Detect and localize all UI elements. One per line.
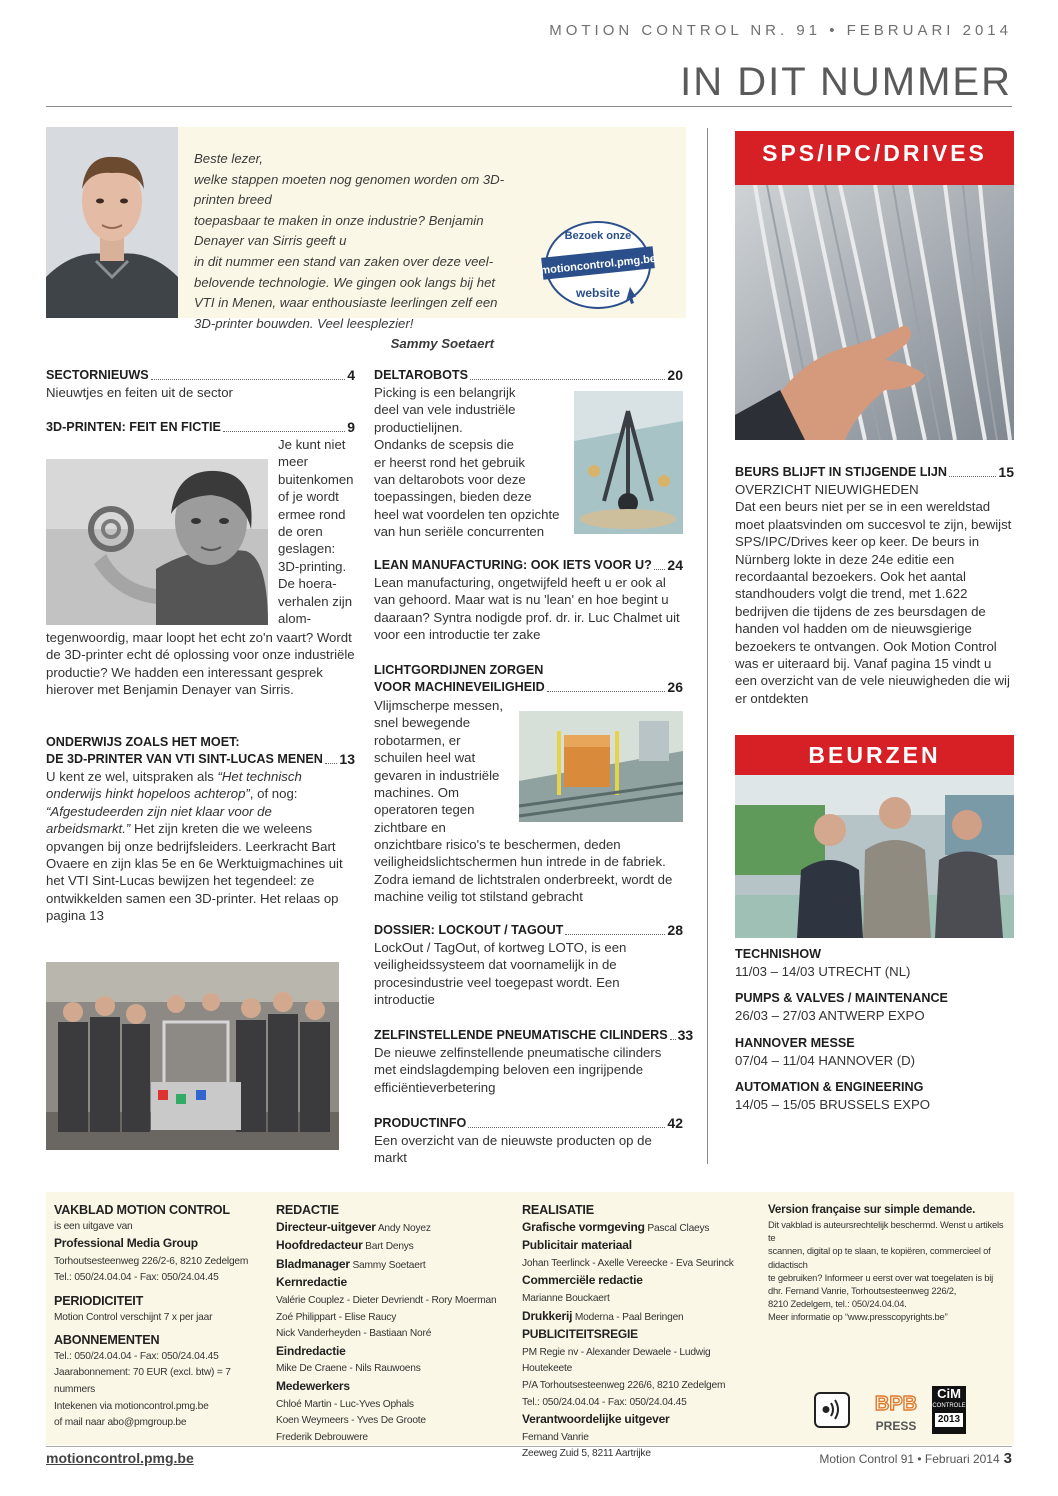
3d-printen-text: tegenwoordig, maar loopt het echt zo'n vaart? Wordt de 3D-printer echt dé oplossing voor onze industriële productie? We hadden een interessant gesprek hierover met Benjamin Denayer van Sirris. (46, 630, 355, 698)
fair-item[interactable]: PUMPS & VALVES / MAINTENANCE 26/03 – 27/03 ANTWERP EXPO (735, 991, 948, 1024)
svg-text:Bezoek onze: Bezoek onze (564, 230, 632, 242)
bpb-press-logo: BPB PRESS (874, 1393, 918, 1433)
article-3d-printen[interactable]: 3D-PRINTEN: FEIT EN FICTIE 9 (46, 419, 355, 435)
colophon-copyright: Version française sur simple demande. Dit vakblad is auteursrechtelijk beschermd. Wenst u artikels te scannen, digital op te slaan, te kopiëren, commercieel of didactisch te gebruiken? Informeer u eerst over wat toegelaten is bij dhr. Fernand Vanrie, Torhoutsesteenweg 226/2, 8210 Zedelgem, tel.: 050/24.04.04. Meer informatie op “www.presscopyrights.be” (768, 1203, 1004, 1323)
fair-item[interactable]: TECHNISHOW 11/03 – 14/03 UTRECHT (NL) (735, 947, 911, 979)
section-band-beurzen: BEURZEN (735, 735, 1014, 775)
deltarobot-photo (574, 391, 683, 534)
article-pneumatische-cilinders[interactable]: ZELFINSTELLENDE PNEUMATISCHE CILINDERS 33 De nieuwe zelfinstellende pneumatische cilinders met eindslagdemping beloven een ingrijpende efficiëntieverbetering (374, 1027, 694, 1095)
editorial-box (46, 127, 686, 352)
cim-logo: CiM CONTROLE 2013 (932, 1386, 966, 1434)
lightcurtain-render (519, 711, 683, 822)
fair-item[interactable]: AUTOMATION & ENGINEERING 14/05 – 15/05 BRUSSELS EXPO (735, 1080, 930, 1113)
colophon-redactie: REDACTIE Directeur-uitgever Andy Noyez Hoofdredacteur Bart Denys Bladmanager Sammy Soetaert Kernredactie Valérie Couplez - Dieter Devriendt - Rory Moerman Zoé Philippart - Elise Raucy Nick Vanderheyden - Bastiaan Noré Eindredactie Mike De Craene - Nils Rauwoens Medewerkers Chloé Martin - Luc-Yves Ophals Koen Weymeers - Yves De Groote Frederik Debrouwere (276, 1203, 497, 1443)
students-photo (46, 962, 339, 1150)
editor-portrait (46, 127, 178, 318)
article-productinfo[interactable]: PRODUCTINFO 42 Een overzicht van de nieuwste producten op de markt (374, 1115, 683, 1166)
deltarobots-text: Picking is een belangrijk deel van vele industriële productielijnen. Ondanks de scepsis die er heerst rond het gebruik van deltarobots voor deze toepassingen, bieden deze heel wat voordelen ten opzichte van hun seriële concurrenten (374, 385, 560, 540)
section-band-sps: SPS/IPC/DRIVES (735, 131, 1014, 185)
article-lichtgordijnen[interactable]: LICHTGORDIJNEN ZORGEN VOOR MACHINEVEILIGHEID 26 (374, 663, 683, 695)
page-title: IN DIT NUMMER (680, 60, 1012, 104)
website-link[interactable]: motioncontrol.pmg.be (46, 1450, 194, 1466)
article-beurs[interactable]: BEURS BLIJFT IN STIJGENDE LIJN 15 OVERZICHT NIEUWIGHEDEN Dat een beurs niet per se in een wereldstad moet plaatsvinden om succesvol te zijn, bewijst SPS/IPC/Drives keer op keer. De beurs in Nürnberg lokte in deze 24e editie een recordaantal bezoekers. Ook het aantal standhouders volgt die trend, met 1.622 bedrijven die tijdens de zes beursdagen de handen vol hadden om de nieuwsgierige bezoekers te ontvangen. Ook Motion Control was er uiteraard bij. Vanaf pagina 15 vindt u een overzicht van de vele nieuwigheden die wij er ontdekten (735, 464, 1014, 706)
colophon-publisher: VAKBLAD MOTION CONTROL is een uitgave van Professional Media Group Torhoutsesteenweg 226/2-6, 8210 Zedelgem Tel.: 050/24.04.04 - Fax: 050/24.04.45 PERIODICITEIT Motion Control verschijnt 7 x per jaar ABONNEMENTEN Tel.: 050/24.04.04 - Fax: 050/24.04.45 Jaarabonnement: 70 EUR (excl. btw) = 7 nummers Intekenen via motioncontrol.pmg.be of mail naar abo@pmgroup.be (54, 1203, 249, 1429)
lichtgordijnen-text: onzichtbare risico's te beschermen, deden veiligheidslichtschermen hun intrede in de fabriek. Zodra iemand de lichtstralen onderbreekt, wordt de machine veilig tot stilstand gebracht (374, 837, 673, 905)
header-rule (46, 106, 1012, 107)
article-dossier[interactable]: DOSSIER: LOCKOUT / TAGOUT 28 LockOut / TagOut, of kortweg LOTO, is een veiligheidssysteem dat voornamelijk in de procesindustrie veel toegepast wordt. Een introductie (374, 922, 683, 1008)
article-deltarobots[interactable]: DELTAROBOTS 20 (374, 367, 683, 383)
colophon-realisatie: REALISATIE Grafische vormgeving Pascal Claeys Publicitair materiaal Johan Teerlinck - Axelle Vereecke - Eva Seurinck Commerciële redactie Marianne Bouckaert Drukkerij Moderna - Paal Beringen PUBLICITEITSREGIE PM Regie nv - Alexander Dewaele - Ludwig Houtekeete P/A Torhoutsesteenweg 226/6, 8210 Zedelgem Tel.: 050/24.04.04 - Fax: 050/24.04.45 Verantwoordelijke uitgever Fernand Vanrie Zeeweg Zuid 5, 8211 Aartrijke (522, 1203, 734, 1460)
lichtgordijnen-side-text: Vlijmscherpe messen, snel bewegende robotarmen, er schuilen heel wat gevaren in industriële machines. Om operatoren tegen zichtbare en (374, 698, 503, 835)
footer-rule (46, 1446, 1012, 1447)
website-stamp[interactable] (538, 217, 658, 311)
sps-photo (735, 185, 1014, 440)
3d-printen-side-text: Je kunt niet meer buitenkomen of je wordt ermee rond de oren geslagen: 3D-printing. De hoera- verhalen zijn alom- (278, 437, 354, 627)
column-divider (707, 128, 708, 1164)
sound-logo-icon (814, 1392, 850, 1428)
article-onderwijs[interactable]: ONDERWIJS ZOALS HET MOET: DE 3D-PRINTER VAN VTI SINT-LUCAS MENEN 13 U kent ze wel, uitspraken als “Het technisch onderwijs hinkt hopeloos achterop”, of nog: “Afgestudeerden zijn niet klaar voor de arbeidsmarkt.” Het zijn kreten die we weleens opvangen bij onze bedrijfsleiders. Leerkracht Bart Ovaere en zijn klas 5e en 6e Werktuigmachines uit het VTI Sint-Lucas bewijzen het tegendeel: ze ontwikkelden samen een 3D-printer. Het relaas op pagina 13 (46, 735, 355, 924)
page-number: 3 (1003, 1450, 1012, 1467)
editorial-signature: Sammy Soetaert (390, 336, 494, 352)
fair-list (735, 946, 1014, 1114)
fair-item[interactable]: HANNOVER MESSE 07/04 – 11/04 HANNOVER (D) (735, 1035, 916, 1068)
3d-printing-photo (46, 459, 268, 625)
svg-text:motioncontrol.pmg.be: motioncontrol.pmg.be (539, 252, 657, 278)
article-lean[interactable]: LEAN MANUFACTURING: OOK IETS VOOR U? 24 Lean manufacturing, ongetwijfeld heeft u er ook al van gehoord. Maar wat is nu 'lean' en hoe begint u daaraan? Syntra nodigde prof. dr. ir. Luc Chalmet uit voor een introductie ter zake (374, 557, 683, 643)
issue-line: MOTION CONTROL NR. 91 • FEBRUARI 2014 (549, 22, 1012, 39)
svg-text:website: website (575, 286, 621, 300)
editorial-text: Beste lezer, welke stappen moeten nog genomen worden om 3D-printen breed toepasbaar te maken in onze industrie? Benjamin Denayer van Sirris geeft u in dit nummer een stand van zaken over deze veel- belovende technologie. We gingen ook langs bij het VTI in Menen, waar enthousiaste leerlingen zelf een 3D-printer bouwden. Veel leesplezier! Sammy Soetaert (194, 149, 524, 355)
footer-issue: Motion Control 91 • Februari 2014 3 (819, 1450, 1012, 1467)
article-sectornieuws[interactable]: SECTORNIEUWS 4 Nieuwtjes en feiten uit de sector (46, 367, 355, 400)
beurzen-photo (735, 775, 1014, 938)
svg-text:BPB: BPB (874, 1393, 918, 1414)
